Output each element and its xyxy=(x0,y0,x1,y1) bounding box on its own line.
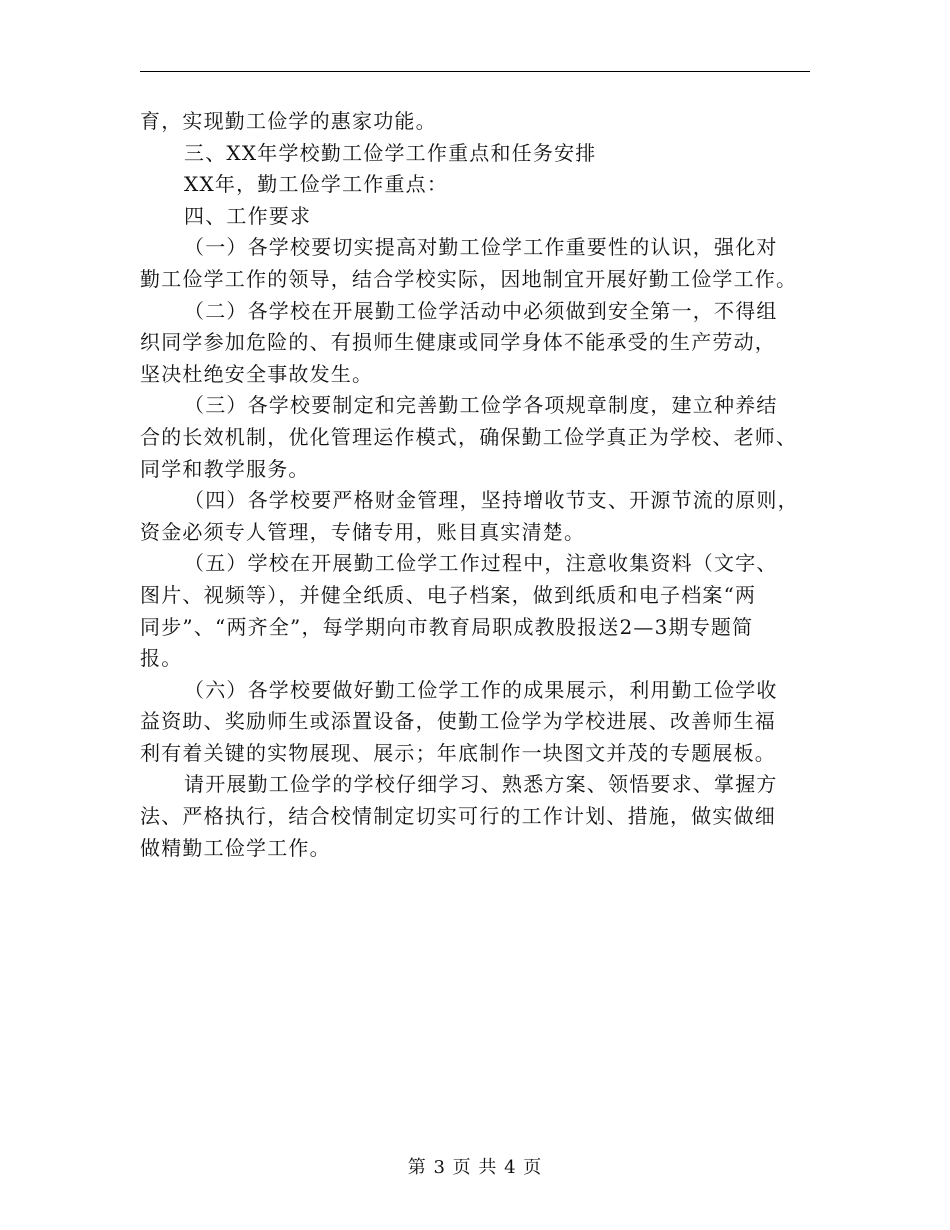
text-line: （一）各学校要切实提高对勤工俭学工作重要性的认识，强化对 xyxy=(184,235,778,260)
text-line: 做精勤工俭学工作。 xyxy=(140,835,331,860)
text-line: 勤工俭学工作的领导，结合学校实际，因地制宜开展好勤工俭学工作。 xyxy=(140,266,798,291)
header-rule xyxy=(140,71,810,72)
text-line: （四）各学校要严格财金管理，坚持增收节支、开源节流的原则， xyxy=(184,488,799,513)
text-line: 同学和教学服务。 xyxy=(140,456,310,481)
text-line: 同步”、“两齐全”，每学期向市教育局职成教股报送2—3期专题简 xyxy=(140,614,754,639)
text-line: 图片、视频等），并健全纸质、电子档案，做到纸质和电子档案“两 xyxy=(140,582,757,607)
text-line: XX年，勤工俭学工作重点： xyxy=(184,172,449,197)
text-line: 利有着关键的实物展现、展示；年底制作一块图文并茂的专题展板。 xyxy=(140,740,776,765)
document-body xyxy=(140,106,812,864)
text-line: 四、工作要求 xyxy=(184,203,312,228)
text-line: 益资助、奖励师生或添置设备，使勤工俭学为学校进展、改善师生福 xyxy=(140,709,776,734)
text-line: 坚决杜绝安全事故发生。 xyxy=(140,361,374,386)
text-line: （五）学校在开展勤工俭学工作过程中，注意收集资料（文字、 xyxy=(184,551,778,576)
text-line: 资金必须专人管理，专储专用，账目真实清楚。 xyxy=(140,519,586,544)
text-line: 合的长效机制，优化管理运作模式，确保勤工俭学真正为学校、老师、 xyxy=(140,424,798,449)
text-line: 请开展勤工俭学的学校仔细学习、熟悉方案、领悟要求、掌握方 xyxy=(184,772,778,797)
text-line: （三）各学校要制定和完善勤工俭学各项规章制度，建立种养结 xyxy=(184,393,778,418)
page-number: 第 3 页 共 4 页 xyxy=(407,1157,543,1178)
text-line: 织同学参加危险的、有损师生健康或同学身体不能承受的生产劳动， xyxy=(140,330,776,355)
text-line: 报。 xyxy=(140,646,183,671)
text-line: （六）各学校要做好勤工俭学工作的成果展示，利用勤工俭学收 xyxy=(184,677,778,702)
text-line: （二）各学校在开展勤工俭学活动中必须做到安全第一，不得组 xyxy=(184,298,778,323)
text-line: 三、XX年学校勤工俭学工作重点和任务安排 xyxy=(184,140,597,165)
text-line: 育，实现勤工俭学的惠家功能。 xyxy=(140,109,437,133)
page-footer xyxy=(0,1153,950,1179)
text-line: 法、严格执行，结合校情制定切实可行的工作计划、措施，做实做细 xyxy=(140,804,776,829)
